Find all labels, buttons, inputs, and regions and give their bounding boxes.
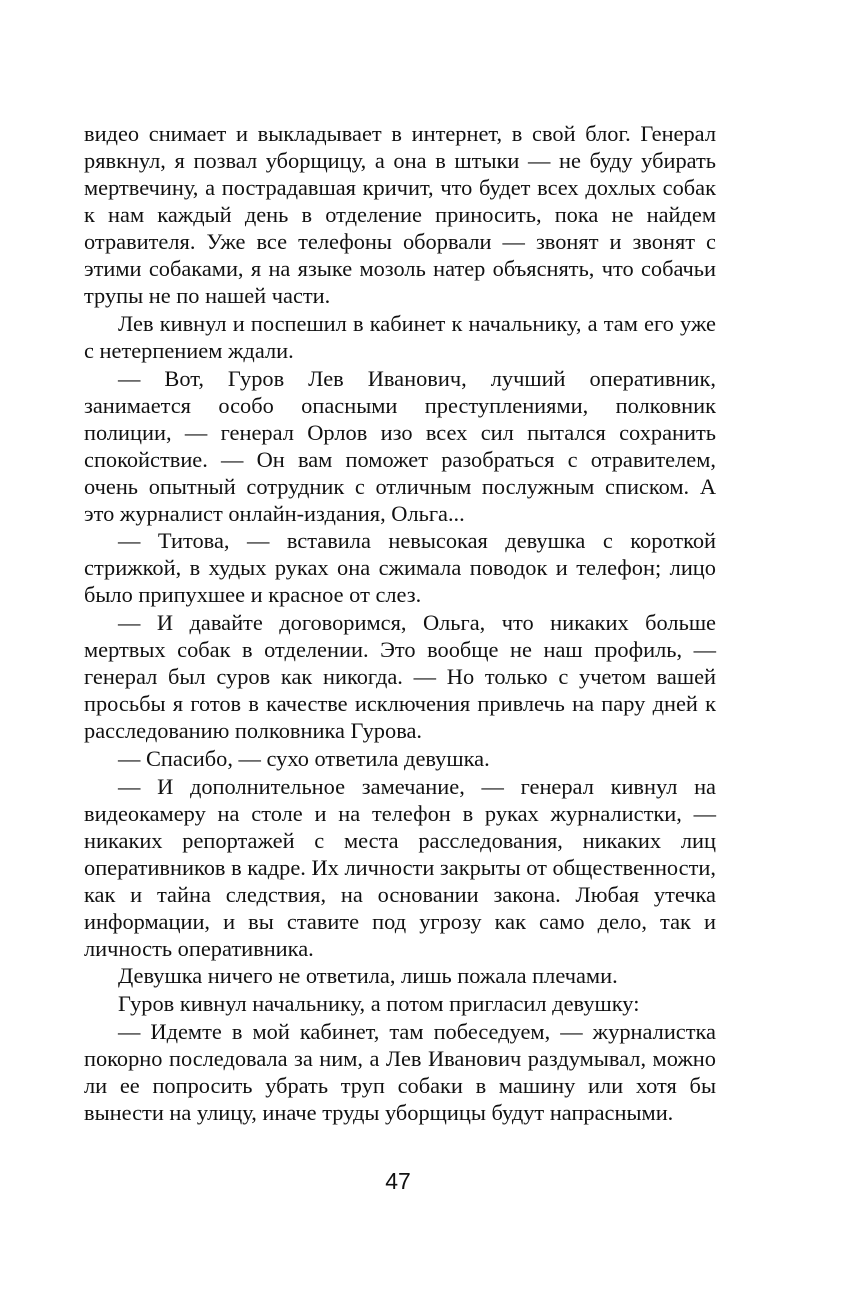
paragraph: — Вот, Гуров Лев Иванович, лучший оперативник, занимается особо опасными преступлениями, полковник полиции, — генерал Орлов изо всех сил пытался сохранить спокойствие. — Он вам поможет разобраться с отравителем, очень опытный сотрудник с отличным послужным списком. А это журналист онлайн-издания, Ольга... xyxy=(84,365,716,526)
paragraph: — Спасибо, — сухо ответила девушка. xyxy=(118,745,490,771)
page-number: 47 xyxy=(385,1168,411,1194)
body-text xyxy=(84,120,716,1127)
paragraph: — И дополнительное замечание, — генерал кивнул на видеокамеру на столе и на телефон в руках журналистки, — никаких репортажей с места расследования, никаких лиц оперативников в кадре. Их личности закрыты от общественности, как и тайна следствия, на основании закона. Любая утечка информации, и вы ставите под угрозу как само дело, так и личность оперативника. xyxy=(84,773,716,961)
paragraph: Лев кивнул и поспешил в кабинет к начальнику, а там его уже с нетерпением ждали. xyxy=(84,310,716,363)
paragraph: видео снимает и выкладывает в интернет, в свой блог. Генерал рявкнул, я позвал уборщицу, а она в штыки — не буду убирать мертвечину, а пострадавшая кричит, что будет всех дохлых собак к нам каждый день в отделение приносить, пока не найдем отравителя. Уже все телефоны оборвали — звонят и звонят с этими собаками, я на языке мозоль натер объяснять, что собачьи трупы не по нашей части. xyxy=(84,121,716,308)
paragraph: Гуров кивнул начальнику, а потом пригласил девушку: xyxy=(118,991,640,1016)
paragraph: — И давайте договоримся, Ольга, что никаких больше мертвых собак в отделении. Это вообще не наш профиль, — генерал был суров как никогда. — Но только с учетом вашей просьбы я готов в качестве исключения привлечь на пару дней к расследованию полковника Гурова. xyxy=(84,610,716,743)
paragraph: — Идемте в мой кабинет, там побеседуем, — журналистка покорно последовала за ним, а Лев Иванович раздумывал, можно ли ее попросить убрать труп собаки в машину или хотя бы вынести на улицу, иначе труды уборщицы будут напрасными. xyxy=(84,1018,716,1125)
paragraph: — Титова, — вставила невысокая девушка с короткой стрижкой, в худых руках она сжимала поводок и телефон; лицо было припухшее и красное от слез. xyxy=(84,528,716,608)
paragraph: Девушка ничего не ответила, лишь пожала плечами. xyxy=(118,963,618,989)
